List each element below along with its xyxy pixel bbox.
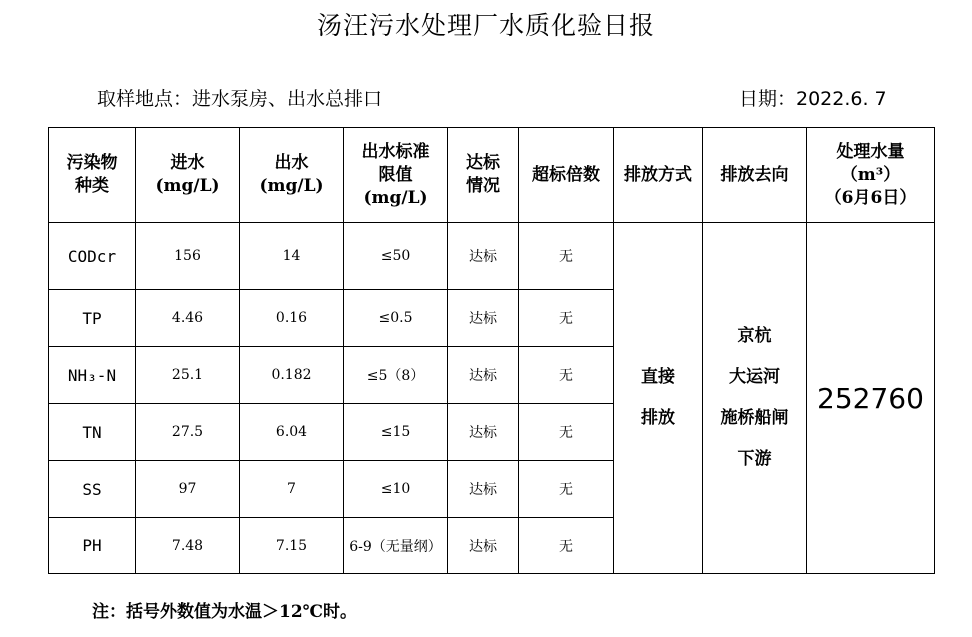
header-outflow: 出水 (mg/L) [240, 128, 344, 223]
cell-exceed: 无 [519, 461, 614, 518]
cell-outflow: 0.182 [240, 347, 344, 404]
cell-volume: 252760 [807, 223, 935, 574]
cell-status: 达标 [448, 223, 519, 290]
cell-pollutant: SS [49, 461, 136, 518]
cell-exceed: 无 [519, 290, 614, 347]
cell-inflow: 7.48 [136, 518, 240, 574]
cell-status: 达标 [448, 290, 519, 347]
cell-exceed: 无 [519, 518, 614, 574]
cell-inflow: 25.1 [136, 347, 240, 404]
report-date: 日期：2022.6. 7 [739, 88, 887, 110]
header-discharge-dest: 排放去向 [703, 128, 807, 223]
cell-pollutant: CODcr [49, 223, 136, 290]
cell-status: 达标 [448, 461, 519, 518]
water-quality-table [48, 127, 935, 574]
cell-limit: ≤50 [344, 223, 448, 290]
report-title: 汤汪污水处理厂水质化验日报 [316, 11, 655, 40]
cell-exceed: 无 [519, 404, 614, 461]
header-row [49, 128, 935, 223]
footnote: 注：括号外数值为水温＞12℃时。 [92, 602, 358, 622]
cell-outflow: 7 [240, 461, 344, 518]
cell-inflow: 4.46 [136, 290, 240, 347]
cell-status: 达标 [448, 404, 519, 461]
cell-outflow: 6.04 [240, 404, 344, 461]
sampling-location: 取样地点：进水泵房、出水总排口 [97, 88, 383, 110]
cell-limit: ≤10 [344, 461, 448, 518]
cell-outflow: 7.15 [240, 518, 344, 574]
cell-pollutant: TP [49, 290, 136, 347]
cell-outflow: 14 [240, 223, 344, 290]
header-limit: 出水标准 限值 (mg/L) [344, 128, 448, 223]
cell-discharge-dest: 京杭 大运河 施桥船闸 下游 [703, 223, 807, 574]
cell-exceed: 无 [519, 223, 614, 290]
cell-status: 达标 [448, 347, 519, 404]
cell-exceed: 无 [519, 347, 614, 404]
cell-pollutant: TN [49, 404, 136, 461]
cell-inflow: 27.5 [136, 404, 240, 461]
cell-limit: ≤15 [344, 404, 448, 461]
cell-limit: ≤0.5 [344, 290, 448, 347]
header-status: 达标 情况 [448, 128, 519, 223]
header-exceed: 超标倍数 [519, 128, 614, 223]
header-pollutant: 污染物 种类 [49, 128, 136, 223]
cell-status: 达标 [448, 518, 519, 574]
header-discharge-method: 排放方式 [614, 128, 703, 223]
cell-limit: ≤5（8） [344, 347, 448, 404]
cell-inflow: 156 [136, 223, 240, 290]
cell-pollutant: NH₃-N [49, 347, 136, 404]
cell-inflow: 97 [136, 461, 240, 518]
header-volume: 处理水量 （m³） （6月6日） [807, 128, 935, 223]
header-inflow: 进水 (mg/L) [136, 128, 240, 223]
cell-discharge-method: 直接 排放 [614, 223, 703, 574]
cell-outflow: 0.16 [240, 290, 344, 347]
cell-limit: 6-9（无量纲） [344, 518, 448, 574]
cell-pollutant: PH [49, 518, 136, 574]
table-row [49, 223, 935, 290]
